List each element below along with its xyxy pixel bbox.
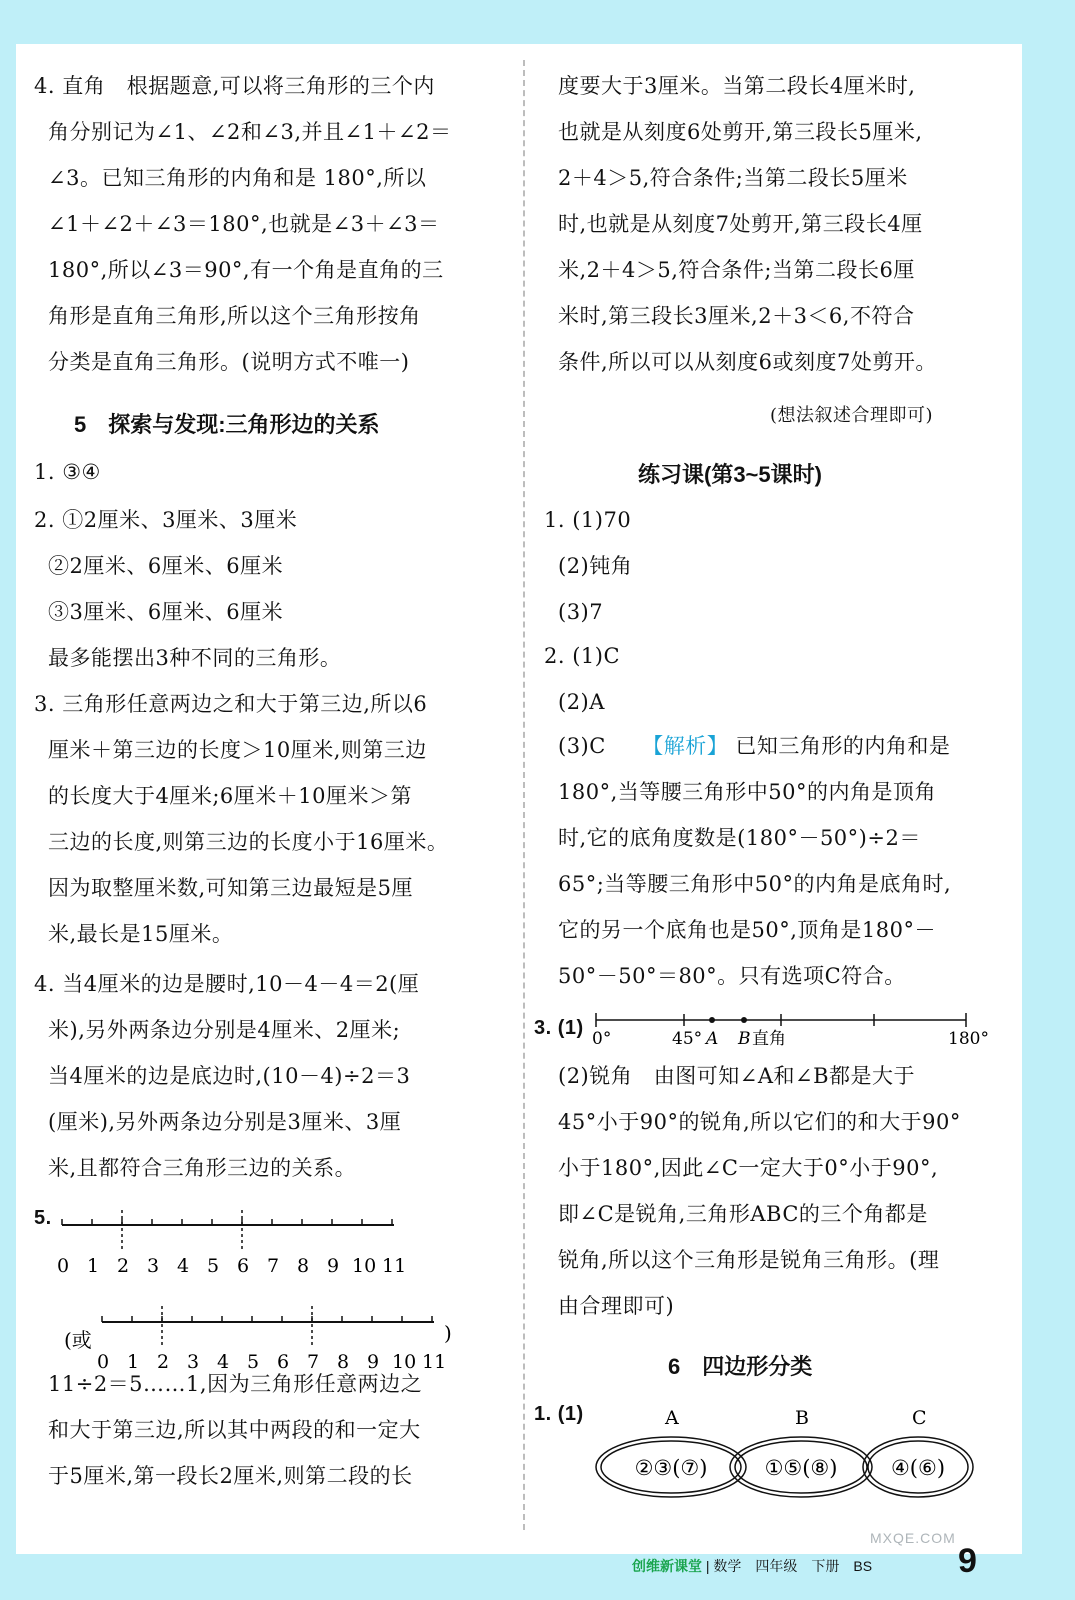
tick-label: 6: [237, 1255, 250, 1277]
axis-B: B: [738, 1029, 751, 1049]
text-line: 65°;当等腰三角形中50°的内角是底角时,: [558, 872, 952, 896]
tick-label: 1: [87, 1255, 100, 1277]
group-label: B: [795, 1407, 809, 1429]
tick-label: 7: [267, 1255, 280, 1277]
text-line: 3. 三角形任意两边之和大于第三边,所以6: [34, 692, 428, 716]
footer-brand: 创维新课堂: [632, 1558, 702, 1574]
text-line: 条件,所以可以从刻度6或刻度7处剪开。: [558, 350, 937, 374]
text-line: 180°,所以∠3＝90°,有一个角是直角的三: [48, 258, 444, 282]
text-line: (2)锐角 由图可知∠A和∠B都是大于: [558, 1064, 916, 1088]
text-line: 它的另一个底角也是50°,顶角是180°－: [558, 918, 936, 942]
text-line: 的长度大于4厘米;6厘米＋10厘米＞第: [48, 784, 413, 808]
text-line: 4. 当4厘米的边是腰时,10－4－4＝2(厘: [34, 972, 420, 996]
tick-label: 0: [57, 1255, 70, 1277]
axis-0: 0°: [592, 1029, 612, 1049]
quadrilateral-groups: [586, 1400, 1016, 1510]
footer: [632, 1556, 992, 1586]
section-6-title: 6 四边形分类: [668, 1354, 813, 1379]
text-line: 2. (1)C: [544, 644, 621, 668]
tick-label: 9: [367, 1351, 380, 1373]
text-line: 三边的长度,则第三边的长度小于16厘米。: [48, 830, 449, 854]
group-content: ②③(⑦): [634, 1456, 708, 1480]
text-line: 由合理即可): [558, 1294, 675, 1318]
point-B: [741, 1017, 747, 1023]
tick-label: 4: [217, 1351, 230, 1373]
tick-label: 6: [277, 1351, 290, 1373]
text-line: 2＋4＞5,符合条件;当第二段长5厘米: [558, 166, 908, 190]
tick-label: 4: [177, 1255, 190, 1277]
point-A: [709, 1017, 715, 1023]
page-number: 9: [958, 1542, 977, 1580]
text-line: 小于180°,因此∠C一定大于0°小于90°,: [558, 1156, 939, 1180]
text-line: 和大于第三边,所以其中两段的和一定大: [48, 1418, 421, 1442]
tick-label: 10: [352, 1255, 377, 1277]
text-line: 厘米＋第三边的长度＞10厘米,则第三边: [48, 738, 427, 762]
text-line: 角形是直角三角形,所以这个三角形按角: [48, 304, 421, 328]
watermark: MXQE.COM: [870, 1530, 956, 1546]
tick-label: 0: [97, 1351, 110, 1373]
text-line: 1. (1)70: [544, 508, 632, 532]
practice-q2-3-first: [558, 730, 950, 762]
text-line: ∠3。已知三角形的内角和是 180°,所以: [48, 166, 427, 190]
text-line: 时,也就是从刻度7处剪开,第三段长4厘: [558, 212, 923, 236]
text-line: 米,2＋4＞5,符合条件;当第二段长6厘: [558, 258, 915, 282]
text-line: 米,且都符合三角形三边的关系。: [48, 1156, 357, 1180]
section-5-title: 5 探索与发现:三角形边的关系: [74, 412, 380, 437]
tick-label: 11: [422, 1351, 447, 1373]
cont-note: (想法叙述合理即可): [770, 405, 934, 426]
text-line: ②2厘米、6厘米、6厘米: [48, 554, 284, 578]
angle-number-line: [592, 1010, 1036, 1050]
tick-label: 8: [297, 1255, 310, 1277]
text-line: 时,它的底角度数是(180°－50°)÷2＝: [558, 826, 921, 850]
or-open: (或: [64, 1328, 92, 1352]
text-line: 4. 直角 根据题意,可以将三角形的三个内: [34, 74, 435, 98]
text-line: 11÷2＝5……1,因为三角形任意两边之: [48, 1372, 423, 1396]
analysis-tag: 【解析】: [642, 734, 729, 758]
q5-label: 5.: [34, 1207, 52, 1229]
text-line: 当4厘米的边是底边时,(10－4)÷2＝3: [48, 1064, 411, 1088]
axis-45: 45°: [672, 1029, 703, 1049]
practice-q3-label: 3. (1): [534, 1017, 584, 1039]
text-line: 米时,第三段长3厘米,2＋3＜6,不符合: [558, 304, 915, 328]
axis-right-angle: 直角: [752, 1029, 786, 1049]
footer-info: | 数学 四年级 下册 BS: [705, 1558, 873, 1574]
text-line: 角分别记为∠1、∠2和∠3,并且∠1＋∠2＝: [48, 120, 452, 144]
text-line: 于5厘米,第一段长2厘米,则第二段的长: [48, 1464, 413, 1488]
column-divider: [523, 60, 525, 1530]
text-line: (2)钝角: [558, 554, 633, 578]
group-label: A: [665, 1407, 679, 1429]
text-line: 50°－50°＝80°。只有选项C符合。: [558, 964, 906, 988]
text-line: 45°小于90°的锐角,所以它们的和大于90°: [558, 1110, 961, 1134]
text-line: 因为取整厘米数,可知第三边最短是5厘: [48, 876, 414, 900]
text-line: 分类是直角三角形。(说明方式不唯一): [48, 350, 410, 374]
text-line: (2)A: [558, 690, 605, 714]
tick-label: 8: [337, 1351, 350, 1373]
q1-answer: 1. ③④: [34, 460, 101, 484]
s6-q1-label: 1. (1): [534, 1403, 584, 1425]
tick-label: 5: [247, 1351, 260, 1373]
p2-3-prefix: (3)C: [558, 734, 606, 758]
text-line: (厘米),另外两条边分别是3厘米、3厘: [48, 1110, 402, 1134]
text-line: 米),另外两条边分别是4厘米、2厘米;: [48, 1018, 401, 1042]
tick-label: 2: [117, 1255, 130, 1277]
tick-label: 9: [327, 1255, 340, 1277]
practice-title: 练习课(第3~5课时): [638, 462, 822, 487]
group-content: ④(⑥): [890, 1456, 946, 1480]
tick-label: 5: [207, 1255, 220, 1277]
tick-label: 1: [127, 1351, 140, 1373]
tick-label: 3: [187, 1351, 200, 1373]
axis-A: A: [706, 1029, 719, 1049]
text-line: 2. ①2厘米、3厘米、3厘米: [34, 508, 298, 532]
tick-label: 11: [382, 1255, 407, 1277]
text-line: 也就是从刻度6处剪开,第三段长5厘米,: [558, 120, 923, 144]
p2-3-first-text: 已知三角形的内角和是: [735, 734, 951, 758]
tick-label: 10: [392, 1351, 417, 1373]
text-line: 即∠C是锐角,三角形ABC的三个角都是: [558, 1202, 928, 1226]
axis-180: 180°: [948, 1029, 989, 1049]
tick-label: 3: [147, 1255, 160, 1277]
tick-label: 2: [157, 1351, 170, 1373]
or-close: ): [444, 1321, 452, 1345]
text-line: 锐角,所以这个三角形是锐角三角形。(理: [558, 1248, 940, 1272]
group-content: ①⑤(⑧): [764, 1456, 838, 1480]
text-line: ③3厘米、6厘米、6厘米: [48, 600, 284, 624]
text-line: ∠1＋∠2＋∠3＝180°,也就是∠3＋∠3＝: [48, 212, 440, 236]
text-line: 米,最长是15厘米。: [48, 922, 234, 946]
text-line: 度要大于3厘米。当第二段长4厘米时,: [558, 74, 916, 98]
text-line: (3)7: [558, 600, 604, 624]
tick-label: 7: [307, 1351, 320, 1373]
text-line: 最多能摆出3种不同的三角形。: [48, 646, 342, 670]
text-line: 180°,当等腰三角形中50°的内角是顶角: [558, 780, 936, 804]
group-label: C: [912, 1407, 927, 1429]
